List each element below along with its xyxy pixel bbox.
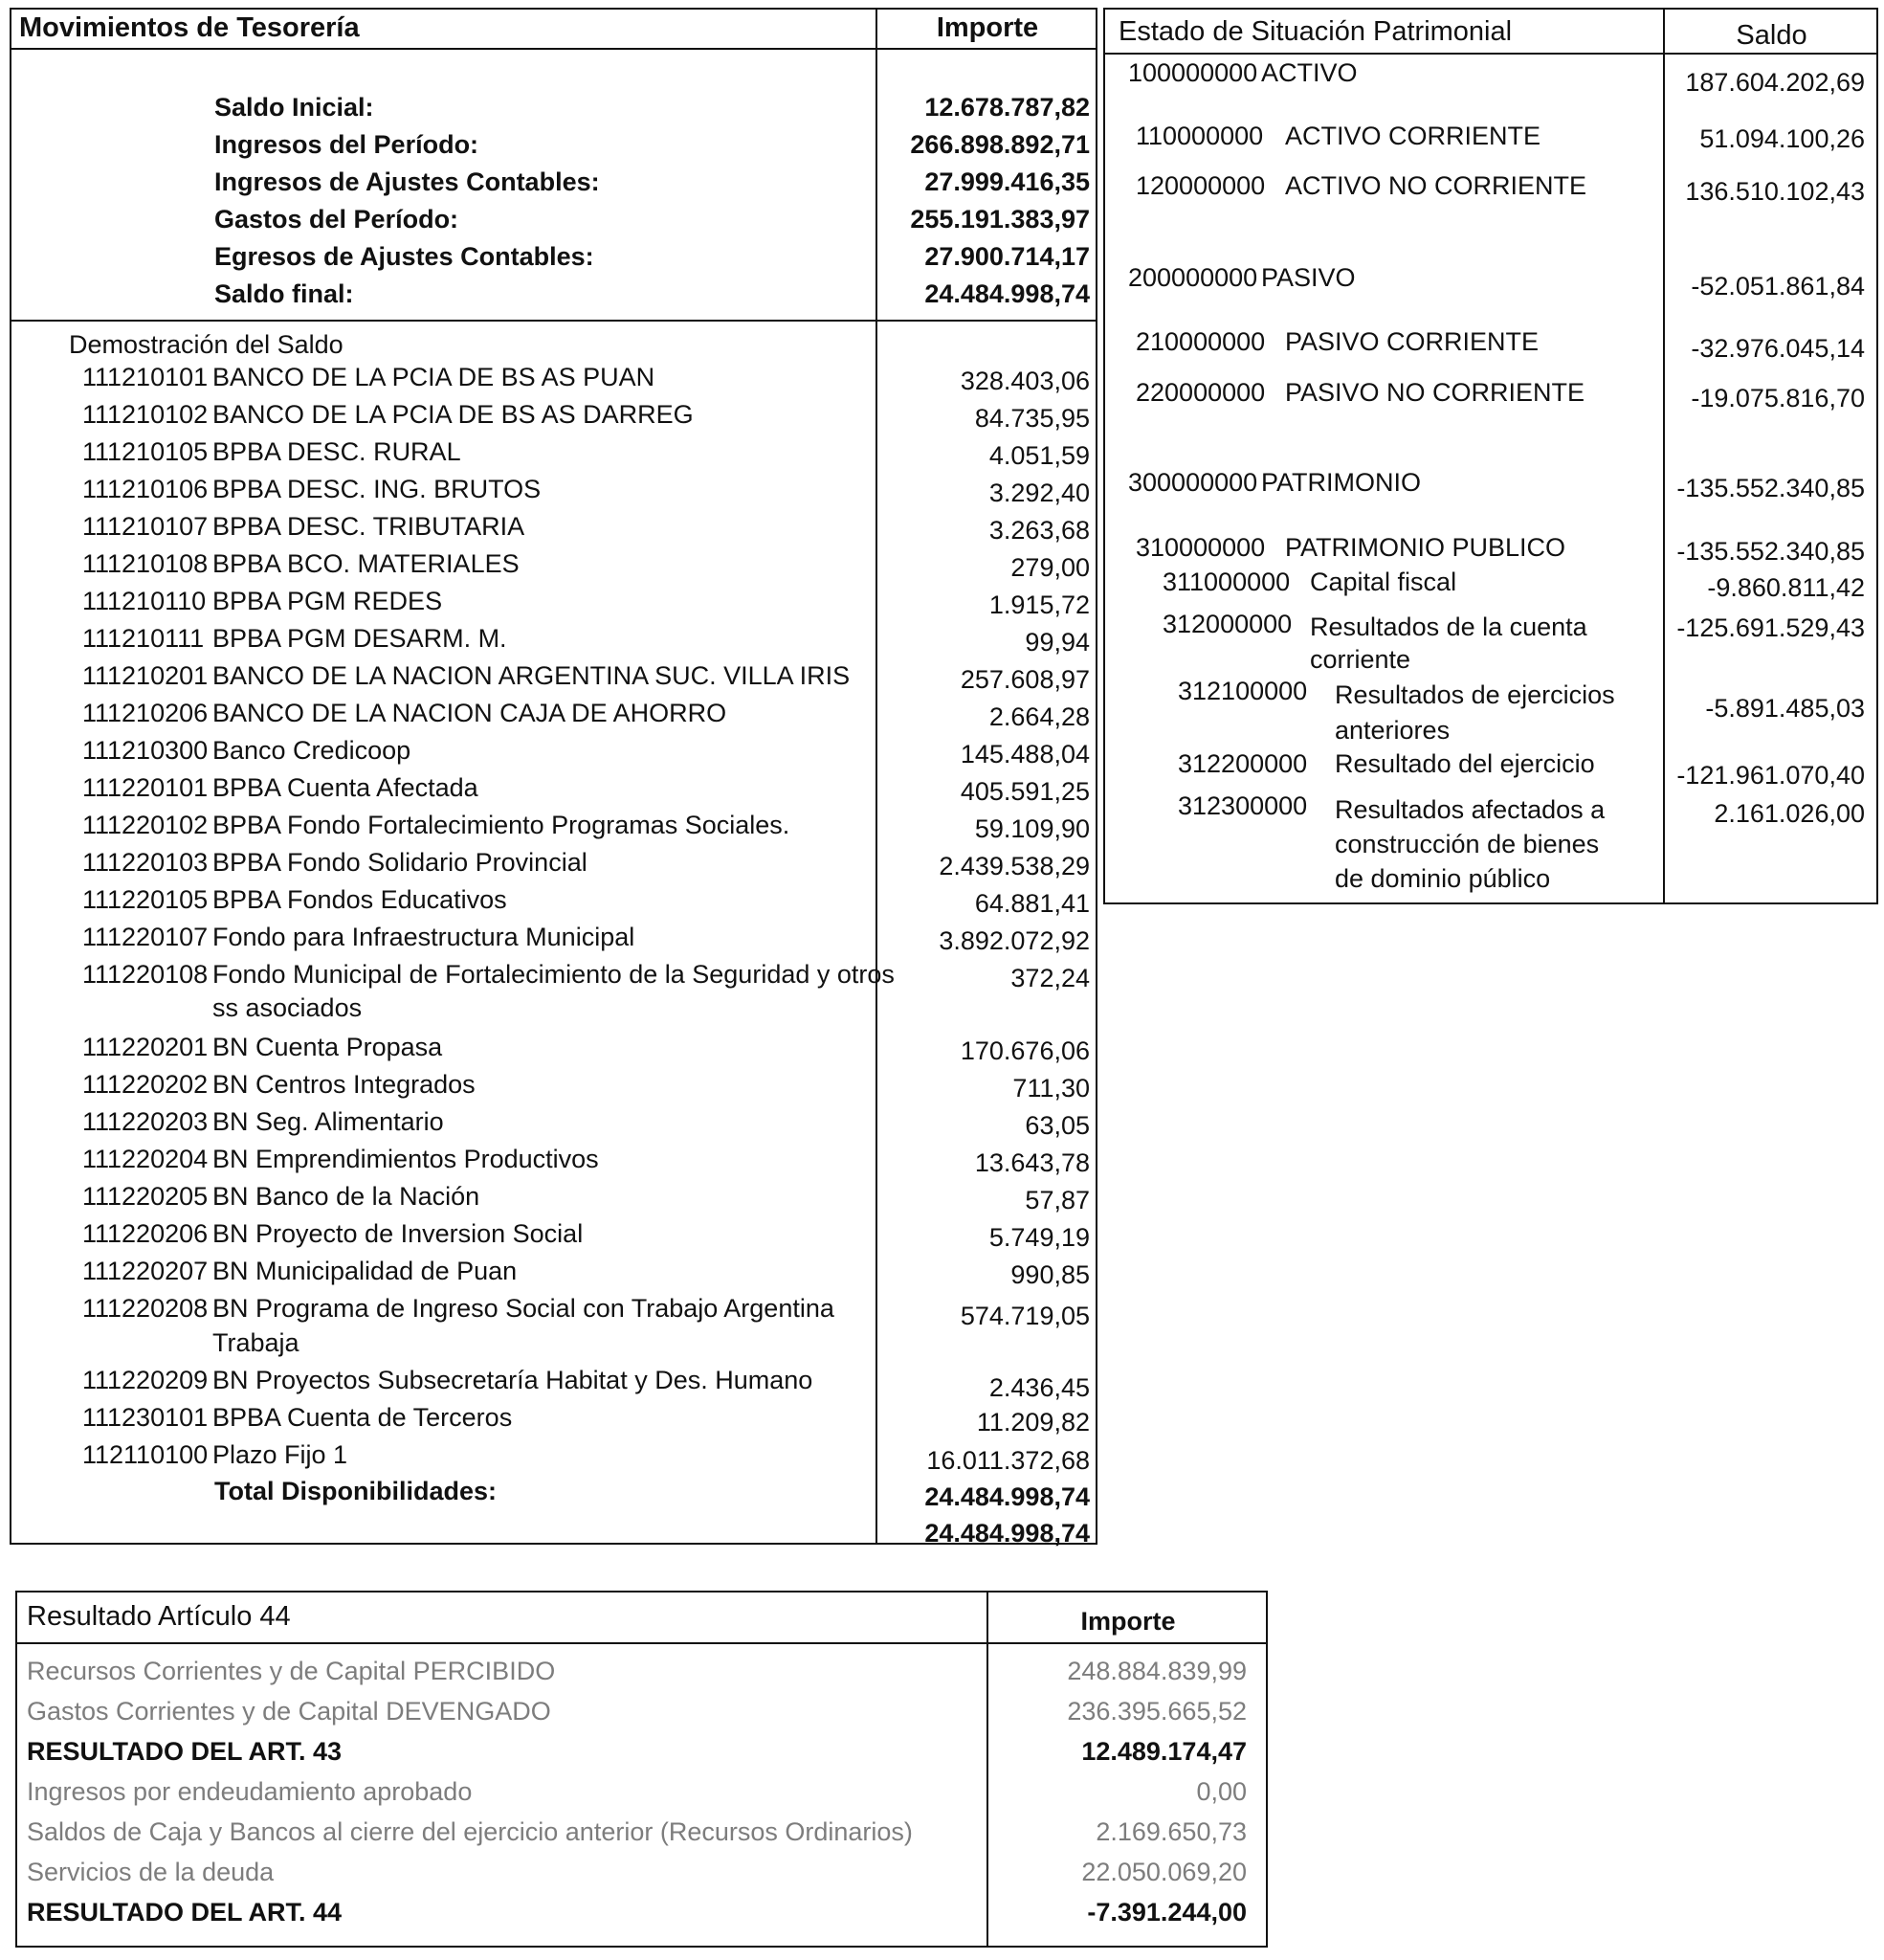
account-code: 111210107	[82, 512, 209, 541]
patrimonial-value: -125.691.529,43	[1676, 613, 1865, 642]
treasury-amount-header: Importe	[936, 12, 1039, 43]
account-name: BN Banco de la Nación	[212, 1182, 480, 1211]
account-name: BN Programa de Ingreso Social con Trabajo Argentina	[212, 1294, 834, 1323]
account-code: 111220202	[82, 1070, 209, 1099]
movement-label: Egresos de Ajustes Contables:	[214, 242, 594, 271]
patrimonial-value: -9.860.811,42	[1707, 573, 1865, 602]
account-value: 2.664,28	[988, 702, 1090, 731]
account-name: BN Seg. Alimentario	[212, 1107, 444, 1136]
account-value: 11.209,82	[976, 1408, 1090, 1437]
patrimonial-value: 2.161.026,00	[1714, 799, 1865, 828]
account-name: BANCO DE LA PCIA DE BS AS PUAN	[212, 363, 655, 391]
total-label: Total Disponibilidades:	[214, 1477, 498, 1505]
treasury-title: Movimientos de Tesorería	[19, 12, 360, 43]
account-code: 111210110	[82, 587, 207, 615]
patrimonial-name: Resultados afectados a construcción de bienes de dominio público	[1335, 795, 1606, 893]
movement-value: 27.999.416,35	[924, 167, 1090, 196]
account-code: 111210101	[82, 363, 209, 391]
account-code: 112110100	[82, 1440, 209, 1469]
account-value: 3.263,68	[988, 516, 1090, 545]
patrimonial-code: 312000000	[1163, 610, 1293, 638]
account-name: BN Centros Integrados	[212, 1070, 476, 1099]
account-name: BPBA Fondo Solidario Provincial	[212, 848, 587, 877]
account-value: 63,05	[1025, 1111, 1090, 1140]
account-code: 111210201	[82, 661, 209, 690]
account-name: BN Cuenta Propasa	[212, 1033, 443, 1061]
account-code: 111220101	[82, 773, 209, 802]
movement-label: Gastos del Período:	[214, 205, 459, 234]
art44-column-divider	[986, 1592, 988, 1946]
account-value: 2.439.538,29	[939, 852, 1090, 880]
patrimonial-value: 187.604.202,69	[1685, 68, 1865, 97]
patrimonial-code: 220000000	[1136, 378, 1266, 407]
patrimonial-code: 100000000	[1128, 58, 1258, 87]
account-value: 5.749,19	[988, 1223, 1090, 1252]
account-name: BN Proyecto de Inversion Social	[212, 1219, 584, 1248]
account-name: BN Municipalidad de Puan	[212, 1257, 518, 1285]
art44-label: Recursos Corrientes y de Capital PERCIBIDO	[27, 1657, 556, 1685]
account-code: 111220201	[82, 1033, 209, 1061]
account-value: 84.735,95	[974, 404, 1090, 433]
account-code: 111220204	[82, 1145, 209, 1173]
account-value: 64.881,41	[974, 889, 1090, 918]
account-code: 111220207	[82, 1257, 209, 1285]
patrimonial-name: Resultados de la cuenta corriente	[1310, 612, 1587, 674]
account-value: 3.292,40	[988, 479, 1090, 507]
account-code: 111210105	[82, 437, 209, 466]
account-code: 111220108	[82, 960, 209, 989]
treasury-column-divider	[876, 10, 877, 1543]
account-value: 99,94	[1025, 628, 1090, 657]
patrimonial-value: -135.552.340,85	[1676, 537, 1865, 566]
patrimonial-name: Resultado del ejercicio	[1335, 749, 1595, 778]
patrimonial-code: 312300000	[1178, 791, 1308, 820]
patrimonial-column-divider	[1663, 10, 1665, 902]
patrimonial-table	[1103, 8, 1878, 904]
account-value: 16.011.372,68	[926, 1446, 1090, 1475]
patrimonial-code: 300000000	[1128, 468, 1258, 497]
account-name: BPBA DESC. ING. BRUTOS	[212, 475, 542, 503]
account-name: Plazo Fijo 1	[212, 1440, 348, 1469]
account-code: 111210106	[82, 475, 209, 503]
account-code: 111220206	[82, 1219, 209, 1248]
patrimonial-code: 310000000	[1136, 533, 1266, 562]
account-code: 111210102	[82, 400, 209, 429]
patrimonial-name: PATRIMONIO PUBLICO	[1285, 533, 1566, 562]
movement-value: 24.484.998,74	[924, 279, 1090, 308]
movement-value: 27.900.714,17	[924, 242, 1090, 271]
account-name-continued: Trabaja	[212, 1328, 299, 1357]
account-value: 328.403,06	[960, 367, 1090, 395]
account-code: 111210300	[82, 736, 209, 765]
patrimonial-value: -135.552.340,85	[1676, 474, 1865, 502]
account-name: BPBA Fondo Fortalecimiento Programas Sociales.	[212, 811, 790, 839]
art44-value: -7.391.244,00	[1087, 1898, 1247, 1927]
account-name: BPBA Fondos Educativos	[212, 885, 507, 914]
account-name: BPBA BCO. MATERIALES	[212, 549, 520, 578]
patrimonial-name: Resultados de ejercicios anteriores	[1335, 680, 1615, 745]
movement-value: 255.191.383,97	[910, 205, 1090, 234]
account-value: 170.676,06	[960, 1036, 1090, 1065]
account-value: 257.608,97	[960, 665, 1090, 694]
account-value: 279,00	[1010, 553, 1090, 582]
account-value: 57,87	[1025, 1186, 1090, 1214]
patrimonial-header-rule	[1105, 53, 1876, 55]
account-name: BPBA PGM REDES	[212, 587, 443, 615]
account-value: 4.051,59	[988, 441, 1090, 470]
account-code: 111220209	[82, 1366, 209, 1394]
account-value: 2.436,45	[988, 1373, 1090, 1402]
treasury-header-rule	[11, 48, 1096, 50]
movement-value: 12.678.787,82	[924, 93, 1090, 122]
treasury-table	[10, 8, 1097, 1548]
account-code: 111210206	[82, 699, 209, 727]
patrimonial-code: 120000000	[1136, 171, 1266, 200]
account-value: 1.915,72	[988, 590, 1090, 619]
movement-label: Saldo Inicial:	[214, 93, 374, 122]
art44-title: Resultado Artículo 44	[27, 1601, 291, 1632]
art44-label: Gastos Corrientes y de Capital DEVENGADO	[27, 1697, 551, 1726]
total-value: 24.484.998,74	[924, 1482, 1090, 1511]
account-name: BANCO DE LA NACION CAJA DE AHORRO	[212, 699, 727, 727]
account-code: 111210111	[82, 624, 205, 653]
account-name: Fondo para Infraestructura Municipal	[212, 923, 635, 951]
art44-label: RESULTADO DEL ART. 44	[27, 1898, 343, 1927]
patrimonial-value: -121.961.070,40	[1676, 761, 1865, 790]
account-code: 111220103	[82, 848, 209, 877]
patrimonial-name: ACTIVO NO CORRIENTE	[1285, 171, 1587, 200]
account-name: BANCO DE LA PCIA DE BS AS DARREG	[212, 400, 694, 429]
patrimonial-code: 210000000	[1136, 327, 1266, 356]
art44-label: Servicios de la deuda	[27, 1858, 275, 1886]
patrimonial-name: ACTIVO	[1261, 58, 1358, 87]
art44-value: 12.489.174,47	[1081, 1737, 1247, 1766]
account-value: 13.643,78	[974, 1148, 1090, 1177]
patrimonial-value: 51.094.100,26	[1699, 124, 1865, 153]
account-name: BPBA DESC. RURAL	[212, 437, 461, 466]
patrimonial-code: 200000000	[1128, 263, 1258, 292]
patrimonial-saldo-header: Saldo	[1736, 20, 1807, 51]
account-name: BPBA Cuenta Afectada	[212, 773, 478, 802]
patrimonial-name: Capital fiscal	[1310, 568, 1457, 596]
patrimonial-name: PASIVO CORRIENTE	[1285, 327, 1540, 356]
art44-value: 248.884.839,99	[1067, 1657, 1247, 1685]
patrimonial-name: PATRIMONIO	[1261, 468, 1421, 497]
art44-value: 2.169.650,73	[1096, 1817, 1247, 1846]
patrimonial-value: -32.976.045,14	[1691, 334, 1865, 363]
account-name: BPBA Cuenta de Terceros	[212, 1403, 513, 1432]
art44-label: Saldos de Caja y Bancos al cierre del ejercicio anterior (Recursos Ordinarios)	[27, 1817, 913, 1846]
account-code: 111210108	[82, 549, 209, 578]
art44-value: 236.395.665,52	[1067, 1697, 1247, 1726]
movement-label: Saldo final:	[214, 279, 354, 308]
account-value: 59.109,90	[974, 814, 1090, 843]
account-code: 111220105	[82, 885, 209, 914]
account-name: Fondo Municipal de Fortalecimiento de la Seguridad y otros	[212, 960, 895, 989]
art44-label: Ingresos por endeudamiento aprobado	[27, 1777, 473, 1806]
account-code: 111230101	[82, 1403, 209, 1432]
account-name: BPBA DESC. TRIBUTARIA	[212, 512, 525, 541]
patrimonial-title: Estado de Situación Patrimonial	[1119, 16, 1513, 47]
patrimonial-value: -19.075.816,70	[1691, 384, 1865, 412]
patrimonial-name: PASIVO NO CORRIENTE	[1285, 378, 1585, 407]
patrimonial-value: -5.891.485,03	[1705, 694, 1865, 723]
movement-label: Ingresos del Período:	[214, 130, 479, 159]
patrimonial-code: 110000000	[1136, 122, 1264, 150]
account-value: 574.719,05	[960, 1302, 1090, 1330]
patrimonial-value: 136.510.102,43	[1685, 177, 1865, 206]
patrimonial-code: 312100000	[1178, 677, 1308, 705]
account-value: 711,30	[1012, 1074, 1090, 1102]
account-code: 111220102	[82, 811, 209, 839]
art44-header-rule	[17, 1642, 1266, 1644]
art44-value: 22.050.069,20	[1081, 1858, 1247, 1886]
art44-table	[15, 1591, 1268, 1948]
movement-value: 266.898.892,71	[910, 130, 1090, 159]
patrimonial-name: ACTIVO CORRIENTE	[1285, 122, 1541, 150]
patrimonial-code: 312200000	[1178, 749, 1308, 778]
treasury-section-rule	[11, 320, 1096, 322]
account-value: 990,85	[1010, 1260, 1090, 1289]
demo-title: Demostración del Saldo	[69, 330, 344, 359]
art44-value: 0,00	[1196, 1777, 1247, 1806]
account-name: Banco Credicoop	[212, 736, 411, 765]
account-value: 145.488,04	[960, 740, 1090, 768]
art44-label: RESULTADO DEL ART. 43	[27, 1737, 343, 1766]
account-value: 405.591,25	[960, 777, 1090, 806]
account-name: BN Emprendimientos Productivos	[212, 1145, 599, 1173]
account-name: BPBA PGM DESARM. M.	[212, 624, 507, 653]
account-value: 372,24	[1010, 964, 1090, 992]
account-name: BANCO DE LA NACION ARGENTINA SUC. VILLA IRIS	[212, 661, 851, 690]
account-code: 111220205	[82, 1182, 209, 1211]
patrimonial-name: PASIVO	[1261, 263, 1356, 292]
account-name: BN Proyectos Subsecretaría Habitat y Des. Humano	[212, 1366, 813, 1394]
account-value: 3.892.072,92	[939, 926, 1090, 955]
account-name-continued: ss asociados	[212, 993, 363, 1022]
check-total-value: 24.484.998,74	[924, 1519, 1090, 1548]
patrimonial-value: -52.051.861,84	[1691, 272, 1865, 301]
art44-amount-header: Importe	[1080, 1607, 1176, 1636]
patrimonial-code: 311000000	[1163, 568, 1291, 596]
account-code: 111220208	[82, 1294, 209, 1323]
account-code: 111220203	[82, 1107, 209, 1136]
account-code: 111220107	[82, 923, 209, 951]
movement-label: Ingresos de Ajustes Contables:	[214, 167, 600, 196]
